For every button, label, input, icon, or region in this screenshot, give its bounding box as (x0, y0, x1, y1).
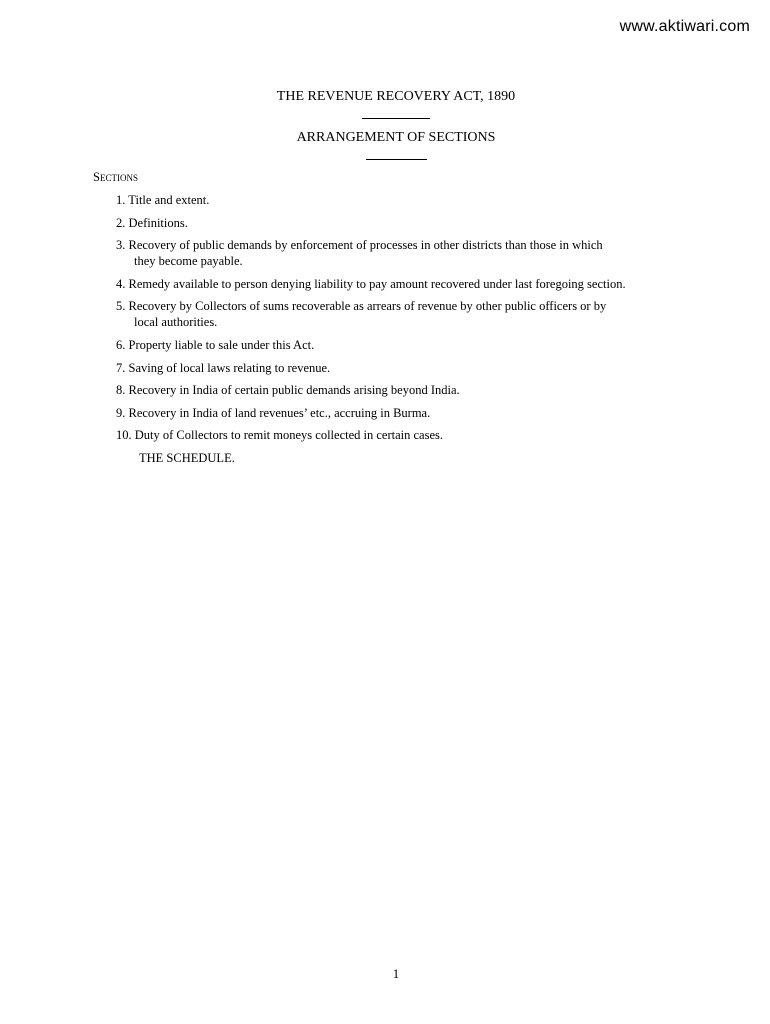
section-text: Definitions. (128, 215, 188, 230)
section-text: Saving of local laws relating to revenue. (128, 360, 331, 375)
section-text: Recovery in India of certain public demands arising beyond India. (128, 383, 460, 398)
section-number: 5. (116, 299, 126, 314)
section-item (116, 405, 716, 421)
section-item (116, 237, 716, 269)
section-number: 2. (116, 215, 126, 230)
document-title: THE REVENUE RECOVERY ACT, 1890 (276, 89, 516, 104)
site-watermark: www.aktiwari.com (619, 18, 750, 35)
section-number: 9. (116, 405, 126, 420)
section-number: 6. (116, 337, 126, 352)
section-text-continuation: local authorities. (134, 315, 218, 330)
section-text-continuation: they become payable. (134, 254, 243, 269)
page-number: 1 (392, 966, 400, 981)
section-number: 10. (116, 428, 132, 443)
section-number: 4. (116, 276, 126, 291)
section-text: Recovery by Collectors of sums recoverable as arrears of revenue by other public officers or by (128, 299, 607, 314)
subtitle-divider (366, 159, 427, 160)
section-item (116, 192, 716, 208)
section-item (116, 337, 716, 353)
section-item (116, 276, 716, 292)
section-number: 1. (116, 193, 126, 207)
section-item (116, 215, 716, 231)
document-subtitle: ARRANGEMENT OF SECTIONS (296, 130, 496, 145)
section-text: Remedy available to person denying liability to pay amount recovered under last foregoing section. (128, 276, 626, 291)
section-number: 7. (116, 360, 126, 375)
title-divider (362, 118, 430, 119)
section-item (116, 427, 716, 443)
section-text: Title and extent. (128, 193, 210, 207)
section-text: Property liable to sale under this Act. (128, 337, 315, 352)
section-text: Recovery in India of land revenues’ etc., accruing in Burma. (128, 405, 431, 420)
section-item (116, 298, 716, 330)
sections-heading: Sections (93, 170, 138, 184)
section-item (116, 382, 716, 398)
section-item (116, 360, 716, 376)
section-text: Recovery of public demands by enforcement of processes in other districts than those in which (128, 238, 603, 253)
sections-list (116, 192, 716, 450)
section-text: Duty of Collectors to remit moneys collected in certain cases. (134, 428, 443, 443)
schedule-heading: THE SCHEDULE. (139, 451, 235, 465)
section-number: 8. (116, 383, 126, 398)
section-number: 3. (116, 238, 126, 253)
